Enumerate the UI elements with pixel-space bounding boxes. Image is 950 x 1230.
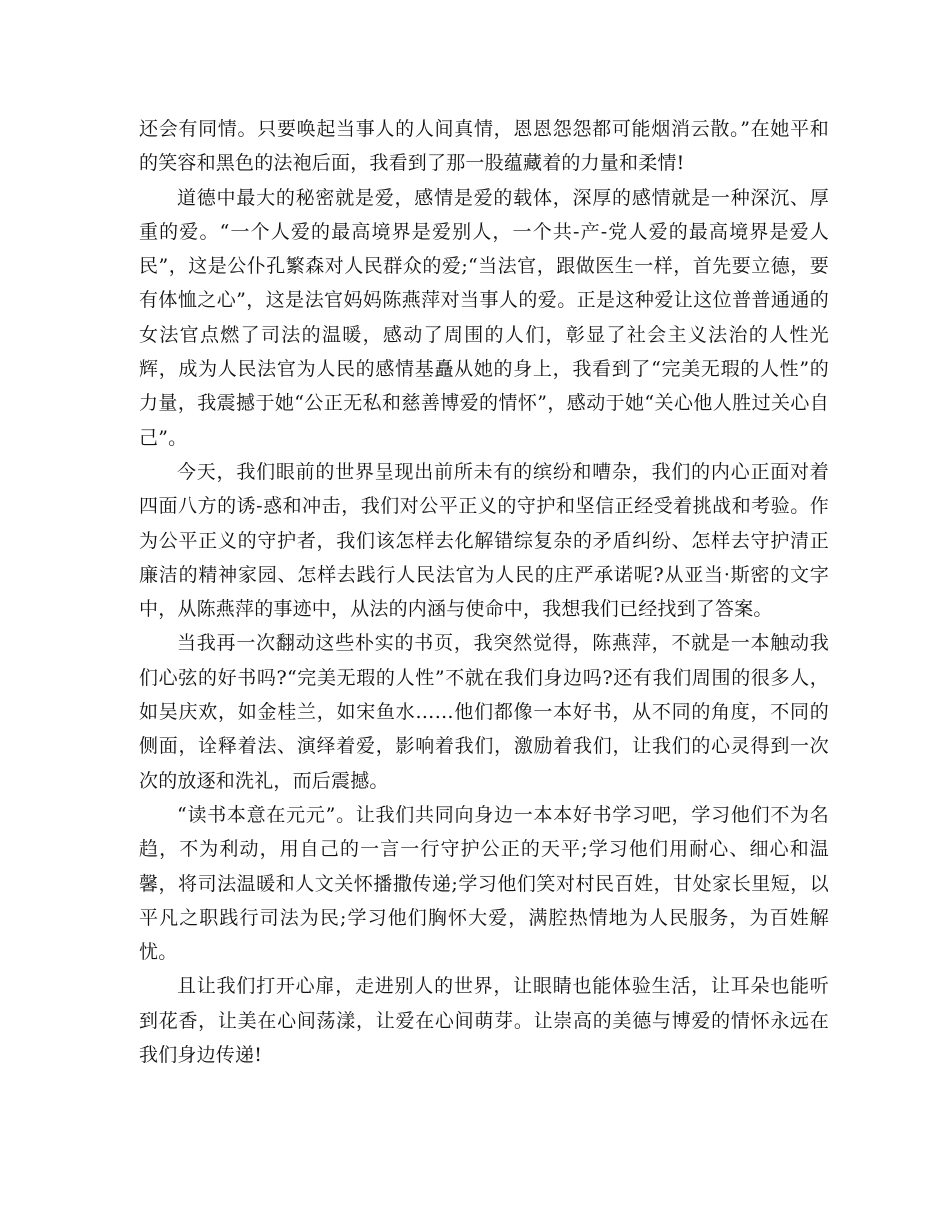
paragraph-2: 道德中最大的秘密就是爱，感情是爱的载体，深厚的感情就是一种深沉、厚重的爱。“一个人爱的最高境界是爱别人，一个共-产-党人爱的最高境界是爱人民”，这是公仆孔繁森对人民群众的爱;“当法官，跟做医生一样，首先要立德，要有体恤之心”，这是法官妈妈陈燕萍对当事人的爱。正是这种爱让这位普普通通的女法官点燃了司法的温暖，感动了周围的人们，彰显了社会主义法治的人性光辉，成为人民法官为人民的感情基矗从她的身上，我看到了“完美无瑕的人性”的力量，我震撼于她“公正无私和慈善博爱的情怀”，感动于她“关心他人胜过关心自己”。 <box>139 186 829 449</box>
paragraph-1: 还会有同情。只要唤起当事人的人间真情，恩恩怨怨都可能烟消云散。”在她平和的笑容和黑色的法袍后面，我看到了那一股蕴藏着的力量和柔情! <box>139 118 829 175</box>
paragraph-5: “读书本意在元元”。让我们共同向身边一本本好书学习吧，学习他们不为名趋，不为利动，用自己的一言一行守护公正的天平;学习他们用耐心、细心和温馨，将司法温暖和人文关怀播撒传递;学习他们笑对村民百姓，甘处家长里短，以平凡之职践行司法为民;学习他们胸怀大爱，满腔热情地为人民服务，为百姓解忧。 <box>139 803 829 964</box>
paragraph-4: 当我再一次翻动这些朴实的书页，我突然觉得，陈燕萍，不就是一本触动我们心弦的好书吗?“完美无瑕的人性”不就在我们身边吗?还有我们周围的很多人，如吴庆欢，如金桂兰，如宋鱼水……他们都像一本好书，从不同的角度，不同的侧面，诠释着法、演绎着爱，影响着我们，激励着我们，让我们的心灵得到一次次的放逐和洗礼，而后震撼。 <box>139 632 829 792</box>
document-page <box>139 112 829 1072</box>
paragraph-3: 今天，我们眼前的世界呈现出前所未有的缤纷和嘈杂，我们的内心正面对着四面八方的诱-惑和冲击，我们对公平正义的守护和坚信正经受着挑战和考验。作为公平正义的守护者，我们该怎样去化解错综复杂的矛盾纠纷、怎样去守护清正廉洁的精神家园、怎样去践行人民法官为人民的庄严承诺呢?从亚当·斯密的文字中，从陈燕萍的事迹中，从法的内涵与使命中，我想我们已经找到了答案。 <box>139 460 829 621</box>
paragraph-6: 且让我们打开心扉，走进别人的世界，让眼睛也能体验生活，让耳朵也能听到花香，让美在心间荡漾，让爱在心间萌芽。让崇高的美德与博爱的情怀永远在我们身边传递! <box>139 975 829 1067</box>
